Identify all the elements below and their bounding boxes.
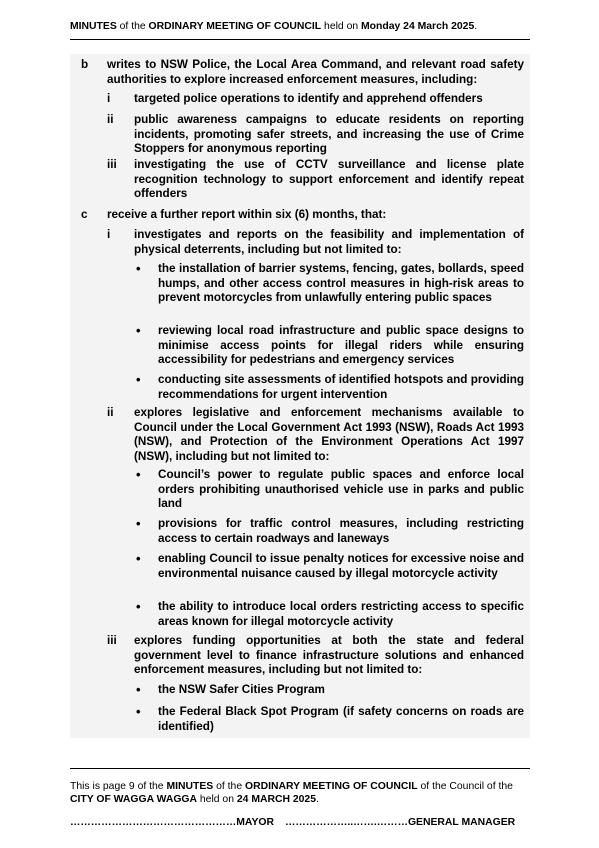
header-meeting-name: ORDINARY MEETING OF COUNCIL xyxy=(148,21,322,32)
bullet-text: the ability to introduce local orders restricting access to specific areas known for illegal motorcycle activity xyxy=(158,600,524,628)
footer-text-1: This is page 9 of the xyxy=(70,781,167,792)
header-rule xyxy=(70,39,530,40)
bullet-glyph: • xyxy=(136,372,141,387)
bullet-glyph: • xyxy=(136,261,141,276)
bullet-glyph: • xyxy=(136,516,141,531)
footer-text-4: held on xyxy=(197,794,237,805)
mayor-signature: …………………………………………MAYOR xyxy=(70,817,274,828)
bullet-text: conducting site assessments of identified hotspots and providing recommendations for urgent intervention xyxy=(158,373,524,401)
bullet-glyph: • xyxy=(136,704,141,719)
sub-label: i xyxy=(107,92,111,105)
footer-text-3: of the Council of the xyxy=(417,781,513,792)
bullet-text: reviewing local road infrastructure and public space designs to minimise access points for illegal riders while ensuring accessibility for pedestrians and emergency services xyxy=(158,324,524,366)
footer-meeting-name: ORDINARY MEETING OF COUNCIL xyxy=(245,781,418,792)
footer-rule xyxy=(70,768,530,769)
bullet-text: the Federal Black Spot Program (if safety concerns on roads are identified) xyxy=(158,705,524,733)
bullet-text: the installation of barrier systems, fencing, gates, bollards, speed humps, and other access control measures in high-risk areas to prevent motorcycles from unlawfully entering public spaces xyxy=(158,262,524,304)
sub-text: explores legislative and enforcement mechanisms available to Council under the Local Government Act 1993 (NSW), Roads Act 1993 (NSW), and Protection of the Environment Operations Act 1997 (NSW), including but not limited to: xyxy=(134,406,524,463)
bullet-glyph: • xyxy=(136,467,141,482)
signature-line xyxy=(70,816,530,829)
sub-label: ii xyxy=(107,406,114,419)
footer-city: CITY OF WAGGA WAGGA xyxy=(70,794,197,805)
header-period: . xyxy=(474,21,478,32)
header-held-on: held on xyxy=(321,21,362,32)
footer-minutes: MINUTES xyxy=(166,781,214,792)
bullet-text: enabling Council to issue penalty notices for excessive noise and environmental nuisance caused by illegal motorcycle activity xyxy=(158,552,524,580)
bullet-text: provisions for traffic control measures, including restricting access to certain roadways and laneways xyxy=(158,517,524,545)
page-footer xyxy=(70,780,530,806)
sub-label: ii xyxy=(107,113,114,126)
bullet-glyph: • xyxy=(136,551,141,566)
item-b-text: writes to NSW Police, the Local Area Command, and relevant road safety authorities to explore increased enforcement measures, including: xyxy=(107,58,524,86)
sub-label: iii xyxy=(107,158,117,171)
general-manager-signature: ………………..…….………GENERAL MANAGER xyxy=(285,817,516,828)
sub-text: public awareness campaigns to educate residents on reporting incidents, promoting safer streets, and increasing the use of Crime Stoppers for anonymous reporting xyxy=(134,113,524,155)
footer-text-5: . xyxy=(316,794,319,805)
bullet-glyph: • xyxy=(136,599,141,614)
sub-label: iii xyxy=(107,634,117,647)
sub-text: investigates and reports on the feasibility and implementation of physical deterrents, including but not limited to: xyxy=(134,228,524,256)
bullet-text: the NSW Safer Cities Program xyxy=(158,683,325,696)
item-b-label: b xyxy=(81,58,89,71)
sub-label: i xyxy=(107,228,111,241)
header-minutes: MINUTES xyxy=(70,21,117,32)
header-of-the: of the xyxy=(116,21,149,32)
item-c-text: receive a further report within six (6) months, that: xyxy=(107,208,387,221)
bullet-text: Council’s power to regulate public spaces and enforce local orders prohibiting unauthorised vehicle use in parks and public land xyxy=(158,468,524,510)
sub-text: investigating the use of CCTV surveillance and license plate recognition technology to support enforcement and identify repeat offenders xyxy=(134,158,524,200)
sub-text: explores funding opportunities at both the state and federal government level to finance infrastructure solutions and enhanced enforcement measures, including but not limited to: xyxy=(134,634,524,676)
bullet-glyph: • xyxy=(136,323,141,338)
sub-text: targeted police operations to identify and apprehend offenders xyxy=(134,92,483,105)
footer-text-2: of the xyxy=(213,781,246,792)
header-date: Monday 24 March 2025 xyxy=(361,21,475,32)
footer-date: 24 MARCH 2025 xyxy=(236,794,316,805)
bullet-glyph: • xyxy=(136,682,141,697)
page-header xyxy=(70,20,530,33)
item-c-label: c xyxy=(81,208,88,221)
